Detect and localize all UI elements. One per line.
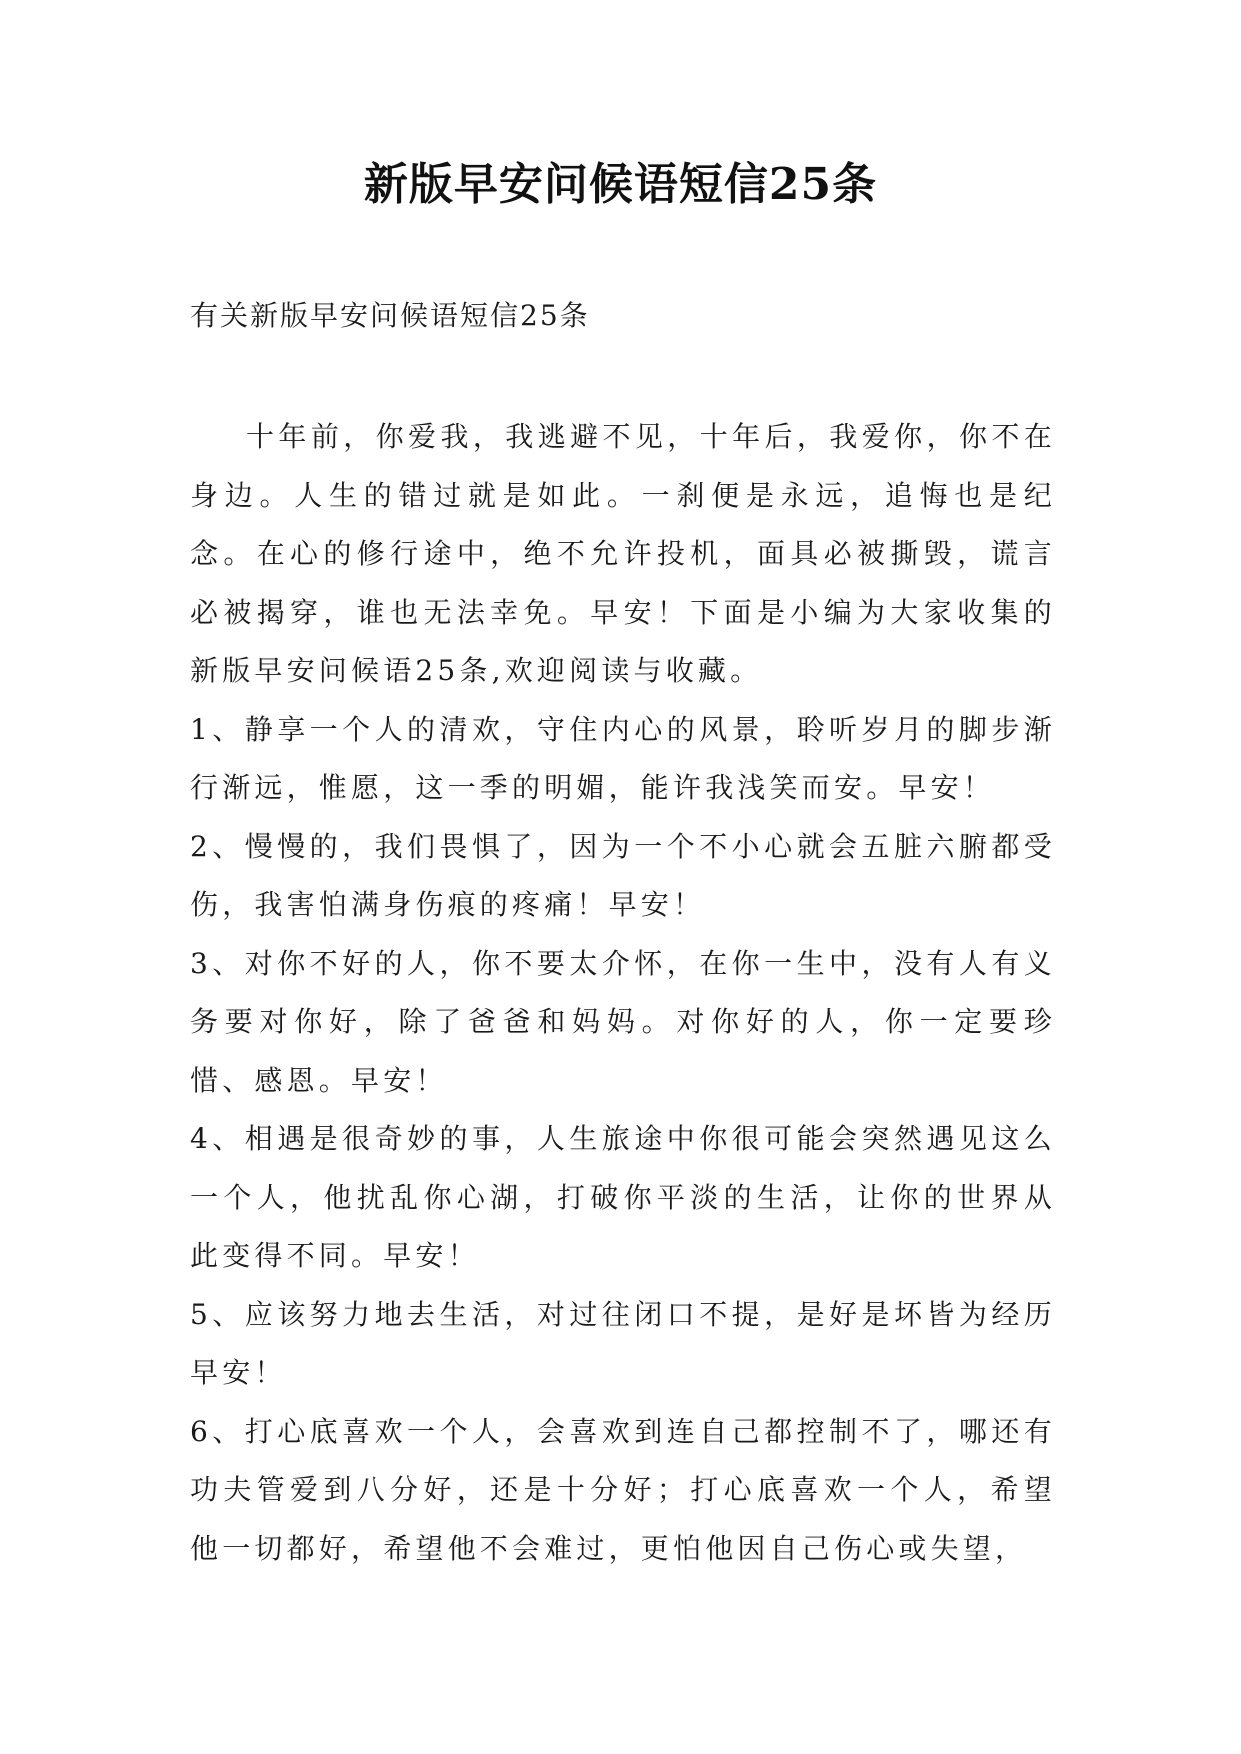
document-subtitle: 有关新版早安问候语短信25条: [190, 299, 590, 332]
document-body: [190, 408, 1056, 1578]
list-item: 2、慢慢的，我们畏惧了，因为一个不小心就会五脏六腑都受伤，我害怕满身伤痕的疼痛！早安！: [190, 829, 1056, 921]
intro-paragraph: 十年前，你爱我，我逃避不见，十年后，我爱你，你不在身边。人生的错过就是如此。一刹便是永远，追悔也是纪念。在心的修行途中，绝不允许投机，面具必被撕毁，谎言必被揭穿，谁也无法幸免。早安！下面是小编为大家收集的新版早安问候语25条,欢迎阅读与收藏。: [190, 420, 1056, 687]
list-item: 5、应该努力地去生活，对过往闭口不提，是好是坏皆为经历早安！: [190, 1297, 1056, 1389]
list-item: 6、打心底喜欢一个人，会喜欢到连自己都控制不了，哪还有功夫管爱到八分好，还是十分好；打心底喜欢一个人，希望他一切都好，希望他不会难过，更怕他因自己伤心或失望，: [190, 1414, 1056, 1565]
list-item: 4、相遇是很奇妙的事，人生旅途中你很可能会突然遇见这么一个人，他扰乱你心湖，打破你平淡的生活，让你的世界从此变得不同。早安！: [190, 1122, 1056, 1272]
list-item: 3、对你不好的人，你不要太介怀，在你一生中，没有人有义务要对你好，除了爸爸和妈妈。对你好的人，你一定要珍惜、感恩。早安！: [190, 946, 1056, 1097]
list-item: 1、静享一个人的清欢，守住内心的风景，聆听岁月的脚步渐行渐远，惟愿，这一季的明媚，能许我浅笑而安。早安！: [190, 712, 1056, 804]
document-title: 新版早安问候语短信25条: [363, 159, 878, 210]
